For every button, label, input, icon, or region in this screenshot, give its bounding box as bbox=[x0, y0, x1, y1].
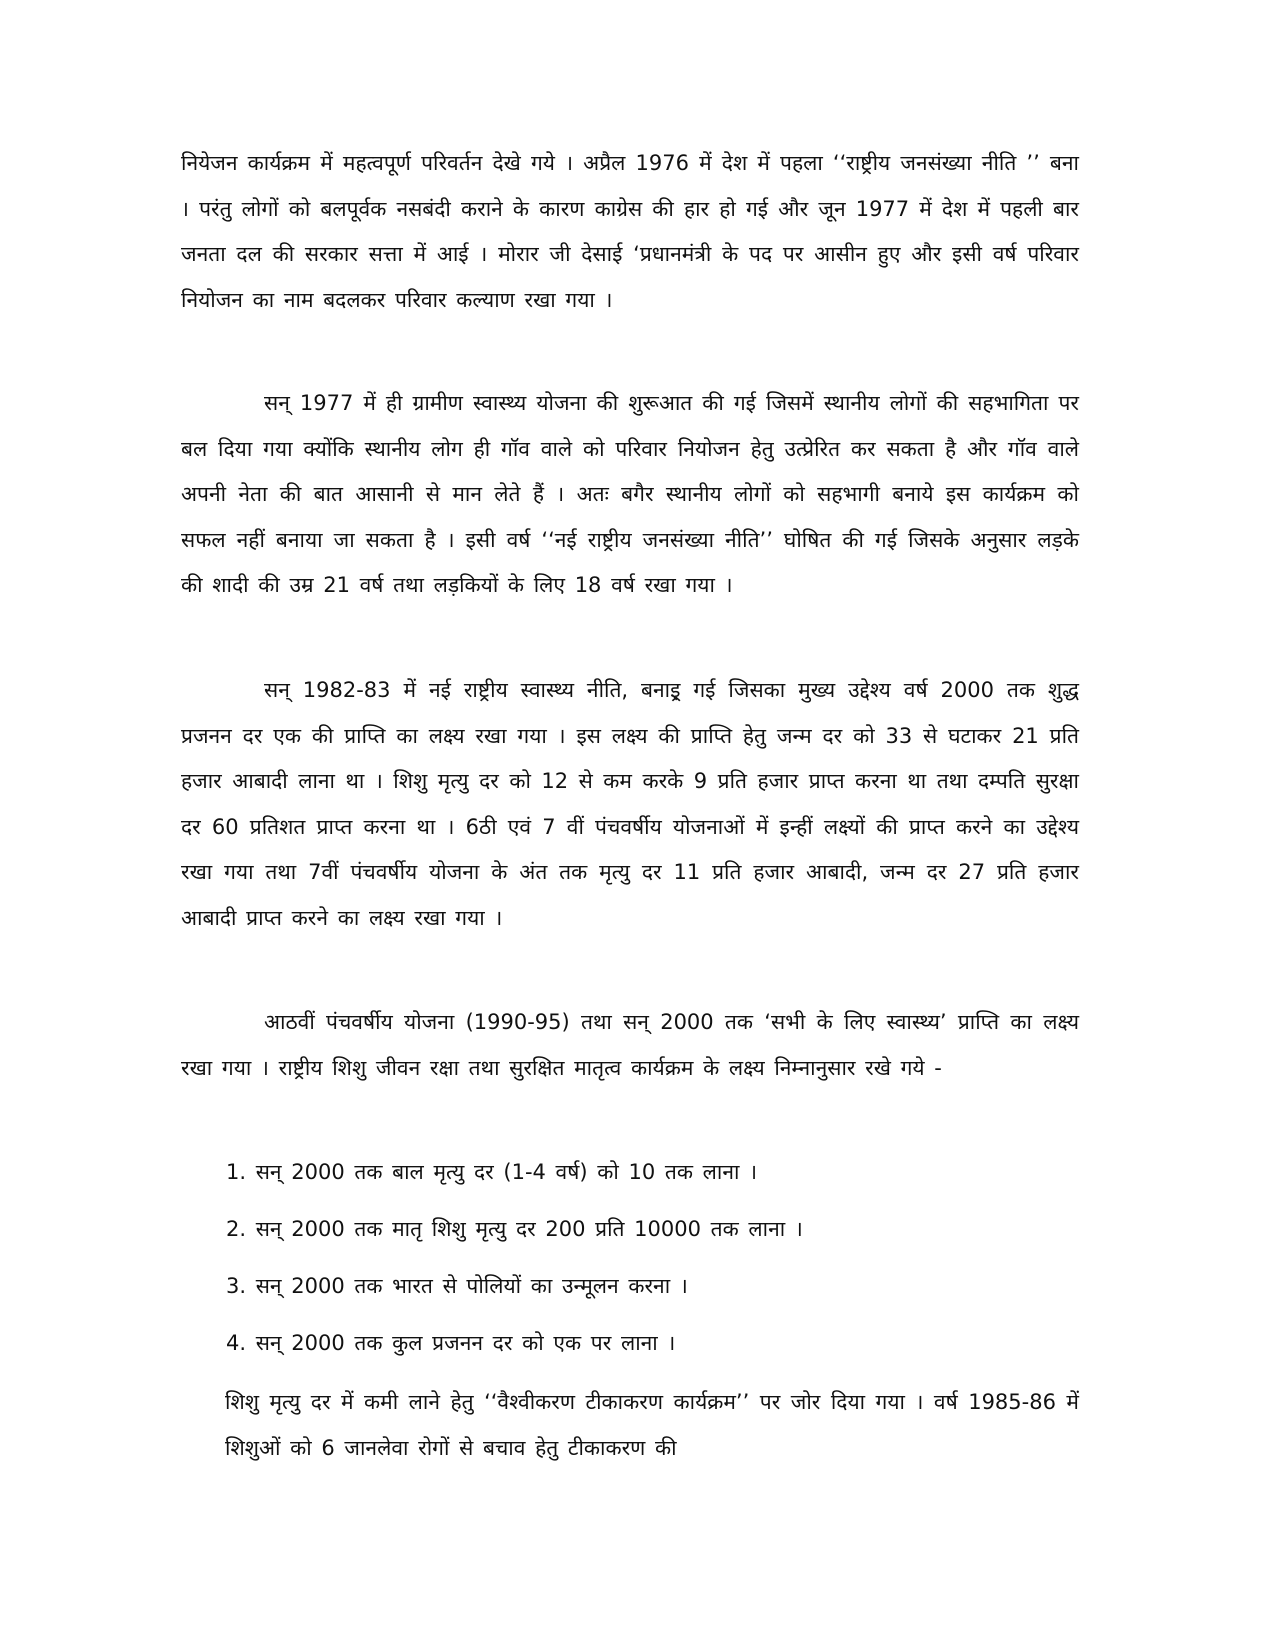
paragraph-vaccination-program: शिशु मृत्यु दर में कमी लाने हेतु ‘‘वैश्वीकरण टीकाकरण कार्यक्रम’’ पर जोर दिया गया । वर्ष 1985-86 में शिशुओं को 6 जानलेवा रोगों से बचाव हेतु टीकाकरण की bbox=[225, 1390, 1079, 1460]
paragraph-national-health-policy: सन् 1982-83 में नई राष्ट्रीय स्वास्थ्य नीति, बनाइ्र गई जिसका मुख्य उद्देश्य वर्ष 2000 तक शुद्ध प्रजनन दर एक की प्राप्ति का लक्ष्य रखा गया । इस लक्ष्य की प्राप्ति हेतु जन्म दर को 33 से घटाकर 21 प्रति हजार आबादी लाना था । शिशु मृत्यु दर को 12 से कम करके 9 प्रति हजार प्राप्त करना था तथा दम्पति सुरक्षा दर 60 प्रतिशत प्राप्त करना था । 6ठी एवं 7 वीं पंचवर्षीय योजनाओं में इन्हीं लक्ष्यों की प्राप्त करने का उद्देश्य रखा गया तथा 7वीं पंचवर्षीय योजना के अंत तक मृत्यु दर 11 प्रति हजार आबादी, जन्म दर 27 प्रति हजार आबादी प्राप्त करने का लक्ष्य रखा गया । bbox=[181, 678, 1079, 930]
list-item: 4. सन् 2000 तक कुल प्रजनन दर को एक पर लाना । bbox=[226, 1331, 676, 1355]
list-item: 2. सन् 2000 तक मातृ शिशु मृत्यु दर 200 प्रति 10000 तक लाना । bbox=[226, 1217, 803, 1241]
targets-list bbox=[226, 1150, 1079, 1378]
list-item: 1. सन् 2000 तक बाल मृत्यु दर (1-4 वर्ष) को 10 तक लाना । bbox=[226, 1160, 758, 1184]
paragraph-family-planning-changes: नियेजन कार्यक्रम में महत्वपूर्ण परिवर्तन देखे गये । अप्रैल 1976 में देश में पहला ‘‘राष्ट्रीय जनसंख्या नीति ’’ बना । परंतु लोगों को बलपूर्वक नसबंदी कराने के कारण काग्रेस की हार हो गई और जून 1977 में देश में पहली बार जनता दल की सरकार सत्ता में आई । मोरार जी देसाई ‘प्रधानमंत्री के पद पर आसीन हुए और इसी वर्ष परिवार नियोजन का नाम बदलकर परिवार कल्याण रखा गया । bbox=[181, 151, 1079, 312]
list-item: 3. सन् 2000 तक भारत से पोलियों का उन्मूलन करना । bbox=[226, 1274, 688, 1298]
paragraph-eighth-five-year-plan: आठवीं पंचवर्षीय योजना (1990-95) तथा सन् 2000 तक ‘सभी के लिए स्वास्थ्य’ प्राप्ति का लक्ष्य रखा गया । राष्ट्रीय शिशु जीवन रक्षा तथा सुरक्षित मातृत्व कार्यक्रम के लक्ष्य निम्नानुसार रखे गये - bbox=[181, 1010, 1079, 1080]
paragraph-rural-health-scheme: सन् 1977 में ही ग्रामीण स्वास्थ्य योजना की शुरूआत की गई जिसमें स्थानीय लोगों की सहभागिता पर बल दिया गया क्योंकि स्थानीय लोग ही गॉव वाले को परिवार नियोजन हेतु उत्प्रेरित कर सकता है और गॉव वाले अपनी नेता की बात आसानी से मान लेते हैं । अतः बगैर स्थानीय लोगों को सहभागी बनाये इस कार्यक्रम को सफल नहीं बनाया जा सकता है । इसी वर्ष ‘‘नई राष्ट्रीय जनसंख्या नीति’’ घोषित की गई जिसके अनुसार लड़के की शादी की उम्र 21 वर्ष तथा लड़कियों के लिए 18 वर्ष रखा गया । bbox=[181, 391, 1079, 597]
